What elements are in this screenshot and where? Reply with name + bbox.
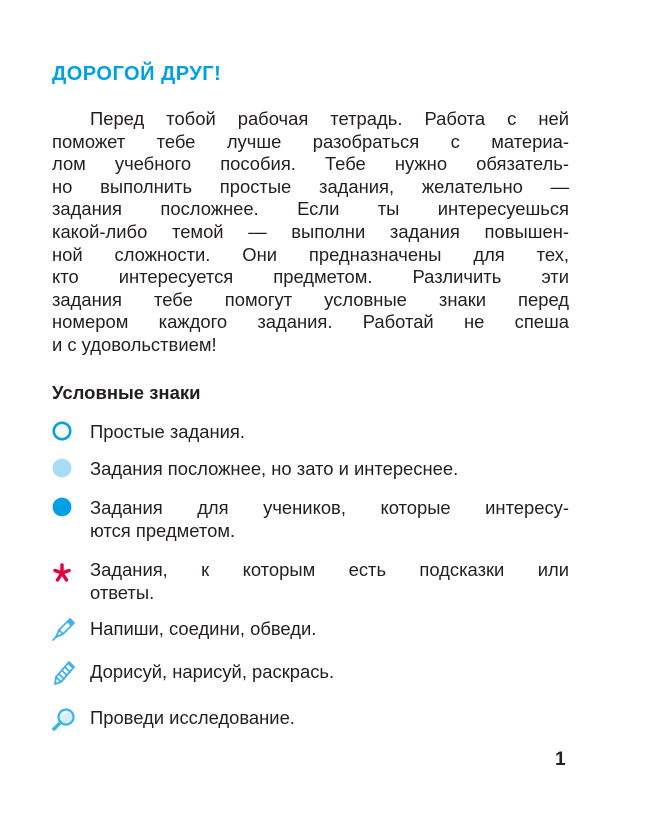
legend-item-label: Дорисуй, нарисуй, раскрась. [90,661,335,682]
intro-line: задания тебе помогут условные знаки перед [52,288,569,310]
circle-outline-icon [52,421,76,445]
intro-line: ной сложности. Они предназначены для тех, [52,243,569,265]
intro-line: но выполнить простые задания, желательно — [52,175,569,197]
intro-line: задания посложнее. Если ты интересуешься [52,198,569,220]
pencil-icon [51,658,77,688]
legend-item-label: ются предметом. [90,519,236,541]
page-title: ДОРОГОЙ ДРУГ! [52,63,222,85]
circle-filled-icon [52,497,76,521]
legend-item-label: Задания для учеников, которые интересу- [90,497,569,518]
legend-item-label: Задания, к которым есть подсказки или [90,559,569,580]
legend-item-label: Проведи исследование. [90,707,295,728]
legend-item-label: Задания посложнее, но зато и интереснее. [90,458,459,479]
legend-heading: Условные знаки [52,382,201,403]
intro-line: поможет тебе лучше разобраться с материа- [52,130,569,152]
intro-line: и с удовольствием! [52,333,217,355]
page-number: 1 [555,749,566,770]
circle-light-icon [52,458,76,482]
legend-item-label: Простые задания. [90,421,245,442]
intro-line: Перед тобой рабочая тетрадь. Работа с ней [90,108,569,129]
asterisk-icon [52,562,76,586]
intro-paragraph [52,108,569,357]
magnifier-icon [51,706,77,732]
pen-icon [51,616,77,642]
intro-line: кто интересуется предметом. Различить эти [52,266,569,288]
intro-line: какой-либо темой — выполни задания повышен- [52,220,569,242]
intro-line: номером каждого задания. Работай не спеша [52,311,569,333]
legend-item-label: ответы. [90,581,155,603]
intro-line: лом учебного пособия. Тебе нужно обязатель- [52,153,569,175]
legend-item-label: Напиши, соедини, обведи. [90,618,317,639]
